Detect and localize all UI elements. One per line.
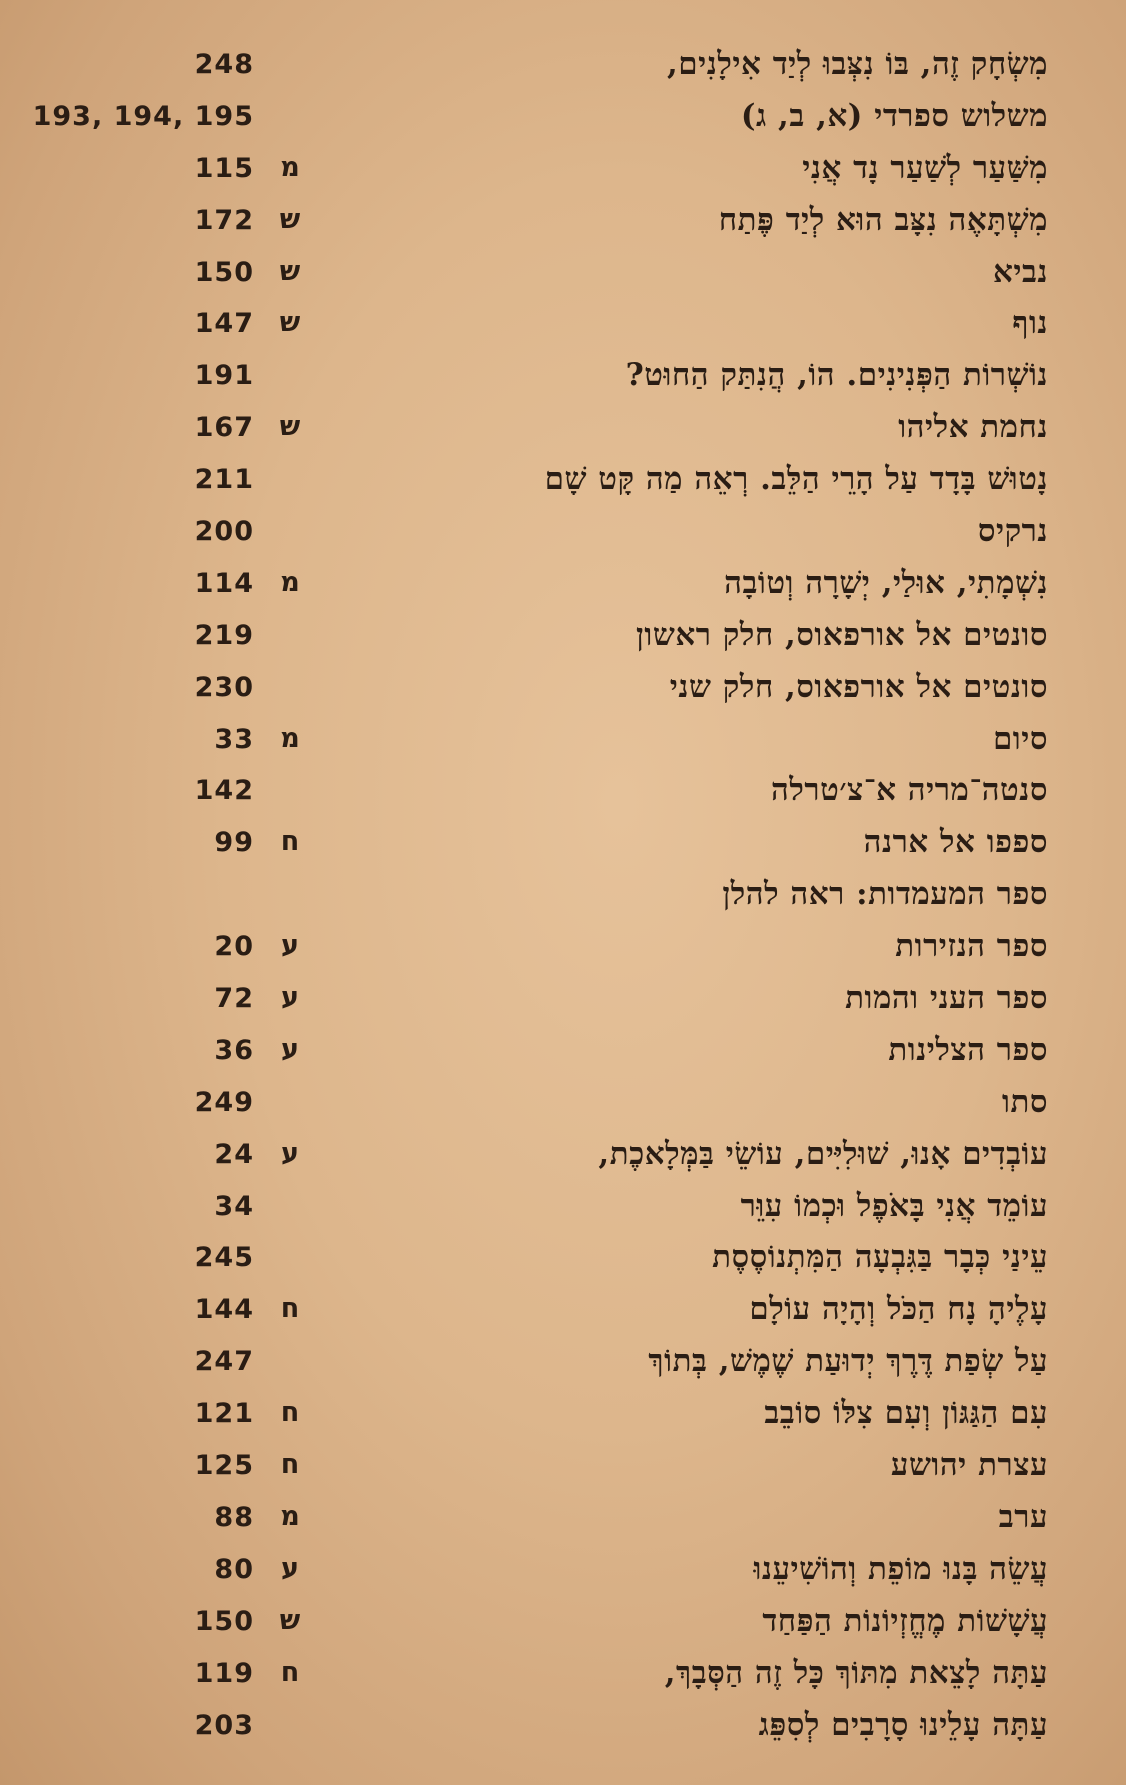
entry-title: נוף — [1012, 305, 1048, 342]
index-entry — [0, 1235, 1126, 1287]
index-entry — [0, 665, 1126, 717]
entry-page-number: 34 — [214, 1190, 254, 1222]
entry-page-number: 115 — [194, 152, 254, 184]
index-entry — [0, 1132, 1126, 1184]
entry-section-mark: ע — [281, 1552, 299, 1584]
index-entry — [0, 301, 1126, 353]
entry-page-number: 125 — [194, 1450, 254, 1482]
index-entry — [0, 1391, 1126, 1443]
entry-title: עַתָּה עָלֵינוּ סָרָבִים לְסִפֵּג — [758, 1706, 1048, 1743]
entry-title: נוֹשְׁרוֹת הַפְּנִינִים. הוֹ, הֲנִתַּק הַחוּט? — [625, 357, 1048, 394]
entry-section-mark: ש — [279, 255, 301, 287]
entry-page-number: 211 — [194, 464, 254, 496]
entry-section-mark: ש — [279, 1604, 301, 1636]
entry-title: מִשַּׁעַר לְשַׁעַר נָד אֲנִי — [802, 149, 1048, 186]
index-entry — [0, 509, 1126, 561]
index-entry — [0, 1547, 1126, 1599]
entry-section-mark: ח — [280, 1656, 300, 1688]
entry-section-mark: ש — [279, 203, 301, 235]
entry-page-number: 247 — [194, 1346, 254, 1378]
entry-title: נחמת אליהו — [898, 409, 1048, 446]
index-entry — [0, 1703, 1126, 1755]
index-entry — [0, 42, 1126, 94]
entry-page-number: 88 — [214, 1501, 254, 1533]
entry-page-number: 72 — [214, 983, 254, 1015]
entry-page-number: 167 — [194, 412, 254, 444]
index-entry — [0, 1028, 1126, 1080]
index-entry — [0, 250, 1126, 302]
entry-page-number: 200 — [194, 516, 254, 548]
index-entry — [0, 1287, 1126, 1339]
entry-page-number: 33 — [214, 723, 254, 755]
index-entry — [0, 613, 1126, 665]
entry-page-number: 191 — [194, 360, 254, 392]
entry-title: מִשְׂחָק זֶה, בּוֹ נִצְּבוּ לְיַד אִילָנִים, — [667, 46, 1048, 82]
entry-title: ספר העני והמות — [845, 980, 1048, 1017]
entry-title: עַתָּה לָצֵאת מִתּוֹךְ כָּל זֶה הַסְּבָךְ, — [664, 1654, 1048, 1691]
entry-page-number: 248 — [194, 49, 254, 80]
entry-page-number: 203 — [194, 1709, 254, 1741]
index-entry — [0, 1339, 1126, 1391]
index-entry — [0, 924, 1126, 976]
entry-section-mark: ח — [280, 1449, 300, 1481]
entry-page-number: 24 — [214, 1138, 254, 1170]
entry-title: ספר המעמדות: ראה להלן — [722, 876, 1048, 913]
index-entry — [0, 1651, 1126, 1703]
index-entry — [0, 1184, 1126, 1236]
index-entry — [0, 1599, 1126, 1651]
entry-title: עֵינַי כְּבָר בַּגִּבְעָה הַמִּתְנוֹסֶסֶת — [712, 1239, 1048, 1276]
entry-page-number: 150 — [194, 1605, 254, 1637]
entry-page-number: 114 — [194, 567, 254, 599]
entry-title: סונטים אל אורפאוס, חלק שני — [669, 668, 1048, 705]
entry-page-number: 36 — [214, 1034, 254, 1066]
entry-page-number: 80 — [214, 1553, 254, 1585]
entry-title: סתו — [1002, 1083, 1048, 1120]
entry-title: עָלֶיהָ נָח הַכֹּל וְהָיָה עוֹלָם — [749, 1291, 1048, 1328]
index-entry — [0, 198, 1126, 250]
entry-title: נרקיס — [977, 513, 1048, 550]
index-entry — [0, 561, 1126, 613]
entry-section-mark: מ — [280, 151, 300, 183]
entry-title: ספפו אל ארנה — [863, 824, 1048, 861]
entry-title: עֲשָׁשׁוֹת מֶחֱזְיוֹנוֹת הַפַּחַד — [762, 1602, 1048, 1639]
entry-section-mark: ש — [279, 307, 301, 339]
entry-page-number: 230 — [194, 671, 254, 703]
entry-title: מִשְׁתָּאֶה נִצָּב הוּא לְיַד פֶּתַח — [718, 201, 1048, 238]
entry-section-mark: ח — [280, 1293, 300, 1325]
index-list — [0, 42, 1126, 1754]
index-entry — [0, 353, 1126, 405]
entry-title: עֲשֵׂה בָּנוּ מוֹפֵת וְהוֹשִׁיעֵנוּ — [753, 1550, 1048, 1587]
entry-page-number: 147 — [194, 308, 254, 340]
entry-title: עַל שְׂפַת דֶּרֶךְ יְדוּעַת שֶׁמֶשׁ, בְּתוֹךְ — [648, 1343, 1048, 1380]
entry-page-number: 193, 194, 195 — [32, 100, 254, 132]
entry-section-mark: ח — [280, 826, 300, 858]
entry-section-mark: ח — [280, 1397, 300, 1429]
entry-section-mark: מ — [280, 722, 300, 754]
entry-section-mark: מ — [280, 566, 300, 598]
entry-title: ערב — [998, 1498, 1048, 1535]
entry-title: עוֹמֵד אֲנִי בָּאֹפֶל וּכְמוֹ עִוֵּר — [740, 1187, 1048, 1224]
entry-section-mark: ע — [281, 930, 299, 962]
entry-title: עוֹבְדִים אָנוּ, שׁוּלִיִּים, עוֹשֵׂי בַּמְּלָאכֶת, — [598, 1135, 1048, 1172]
entry-page-number: 99 — [214, 827, 254, 859]
entry-page-number: 172 — [194, 204, 254, 236]
entry-page-number: 219 — [194, 619, 254, 651]
entry-title: עצרת יהושע — [890, 1447, 1048, 1484]
entry-page-number: 144 — [194, 1294, 254, 1326]
entry-page-number: 142 — [194, 775, 254, 807]
entry-title: נביא — [992, 253, 1048, 290]
entry-title: ספר הצלינות — [888, 1031, 1048, 1068]
entry-title: ספר הנזירות — [895, 928, 1048, 965]
entry-page-number: 119 — [194, 1657, 254, 1689]
entry-section-mark: ע — [281, 982, 299, 1014]
index-entry — [0, 717, 1126, 769]
entry-title: עִם הַגַּגּוֹן וְעִם צִלּוֹ סוֹבֵב — [764, 1395, 1048, 1432]
entry-section-mark: ע — [281, 1137, 299, 1169]
index-entry — [0, 1495, 1126, 1547]
index-entry — [0, 94, 1126, 146]
index-entry — [0, 976, 1126, 1028]
entry-page-number: 121 — [194, 1398, 254, 1430]
entry-title: סיום — [992, 720, 1048, 757]
index-entry — [0, 1443, 1126, 1495]
index-entry — [0, 872, 1126, 924]
index-entry — [0, 405, 1126, 457]
entry-title: נָטוּשׁ בָּדָד עַל הָרֵי הַלֵּב. רְאֵה מַה קָּט שָׁם — [544, 461, 1048, 498]
entry-page-number: 249 — [194, 1086, 254, 1118]
entry-section-mark: ש — [279, 411, 301, 443]
index-entry — [0, 146, 1126, 198]
entry-title: נִשְׁמָתִי, אוּלַי, יְשָׁרָה וְטוֹבָה — [724, 564, 1048, 601]
index-entry — [0, 768, 1126, 820]
index-entry — [0, 820, 1126, 872]
index-entry — [0, 1080, 1126, 1132]
entry-title: סנטה־מריה א־צ׳טרלה — [771, 772, 1048, 809]
entry-title: משלוש ספרדי (א, ב, ג) — [740, 97, 1048, 134]
entry-page-number: 150 — [194, 256, 254, 288]
entry-section-mark: מ — [280, 1500, 300, 1532]
entry-page-number: 20 — [214, 931, 254, 963]
entry-section-mark: ע — [281, 1033, 299, 1065]
entry-title: סונטים אל אורפאוס, חלק ראשון — [636, 616, 1048, 653]
index-entry — [0, 457, 1126, 509]
entry-page-number: 245 — [194, 1242, 254, 1274]
